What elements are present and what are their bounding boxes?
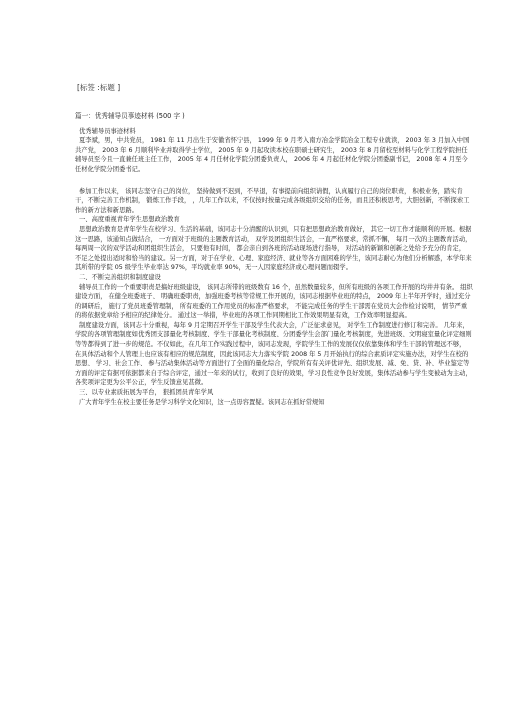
paragraph-biography: 夏李斌，男，中共党员， 1981 年 11 月出生于安徽省怀宁县， 1999 年 9 月考入南方冶金学院冶金工程专业就读， 2003 年 3 月加入中国共产党， 2003 年 6 月顺利毕业并取得学士学位， 2005 年 9 月起攻读本校在职硕士研究生， 2003 年 8 月留校至材料与化学工程学院担任辅导员至今且一直兼任班主任工作， 2005 年 4 月任材化学院分团委负责人， 2006 年 4 月起任材化学院分团委副书记， 2008 年 4 月至今任材化学院分团委书记。 [75,137,470,173]
paragraph-heading: 优秀辅导员事迹材料 [79,127,136,135]
document-title: 篇一：优秀辅导员事迹材料 (500 字 ) [75,112,185,120]
section-heading-3: 三、以专业素质拓展为平台， 狠抓团员青年学风 [79,389,214,397]
paragraph-section-2a: 辅导员工作的一个重要职责是搞好班级建设， 该同志所带的班级数有 16 个，虽然数量较多，但所有班级的各项工作开展的均井井有条。 组织建设方面， 在健全班委班子、 明确班委职责，加强班委考核等常规工作开展的，该同志根据毕业班的特点， 2009 年上半年开学时，通过充分的调研后， 施行了党员班委管理制， 所有班委的工作用党员的标准严格要求， 不能完成任务的学生干部需在党员大会作检讨说明， 情节严重的将依据党章给予相应的纪律处分。 通过这一举措，毕业班的各项工作同期相比工作效果明显有效，工作效率明显提高。 [75,283,473,320]
paragraph-intro: 参加工作以来， 该同志坚守自己的岗位， 坚持做到不迟到，不早退，有事提前向组织请假，认真履行自己的岗位职责， 积极业务，踏实肯干，不断完善工作机制， 锻炼工作手段， ，几年工作以来，不仅按时按量完成各级组织交给的任务，而且还积极思考，大胆创新，不断探索工作的新方法和新思路。 [75,187,470,214]
section-heading-1: 一、高度重视青年学生思想政治教育 [79,216,180,224]
document-tag: [标签 :标题 ] [77,83,121,92]
section-heading-2: 二、不断完善组织和制度建设 [79,273,161,281]
paragraph-section-3: 广大青年学生在校主要任务是学习科学文化知识，这一点毋容置疑。该同志在抓好常规知 [79,398,325,406]
document-body [75,112,473,407]
paragraph-section-1: 思想政治教育是青年学生在校学习、生活的基础，该同志十分清醒的认识到，只有把思想政治教育做好， 其它一切工作才能顺利的开展。根据这一思路，该通知点做结合， 一方面对于班级的主题教育活动， 双学及团组织生活会，一直严格要求，常抓不懈， 每月一次的主题教育活动， 每两周一次的双学活动和团组织生活会， 只要他有时间， 都会亲自到各班的活动现场进行指导， 对活动的新颖和创新之处给予充分的肯定， 不足之处提出适时和恰当的建议。另一方面，对于在学业、心理、家庭经济、就业等各方面困难的学生，该同志耐心为他们分析解惑，本学年来其所带的学院 05 级学生毕业率达 97%，平均就业率 90%，无一人因家庭经济或心理问题而辍学。 [75,225,472,272]
paragraph-section-2b: 制度建设方面，该同志十分重视，每年 9 月定期召开学生干部及学生代表大会，广泛征求意见， 对学生工作制度进行修订和完善。 几年来， 学院的各项管理制度如优秀团支部量化考核制度、学生干部量化考核制度、分团委学生会部门量化考核制度，先进班级、文明寝室量化评定细则等等都得到了进一步的规范。不仅如此，在几年工作实践过程中，该同志发现，学院学生工作的发展仅仅依靠集体和学生干部的管理远不够， 在具体活动和个人管理上也应该有相应的规范制度，因此该同志大力落实学院 2008 年 5 月开始执行的综合素质评定实施办法，对学生在校的思想、 学习、社会工作、 参与活动集体活动等方面进行了全面的量化综合，学院所有有关评优评先、组织发展、减、免、贷、补、毕业鉴定等方面的评定有据可依据都来自于综合评定，通过一年来的试行，收到了良好的效果，学习良性竞争良好发展，集体活动参与学生变被动为主动，各奖项评定更为公平公正，学生反馈意见甚微。 [75,321,472,387]
